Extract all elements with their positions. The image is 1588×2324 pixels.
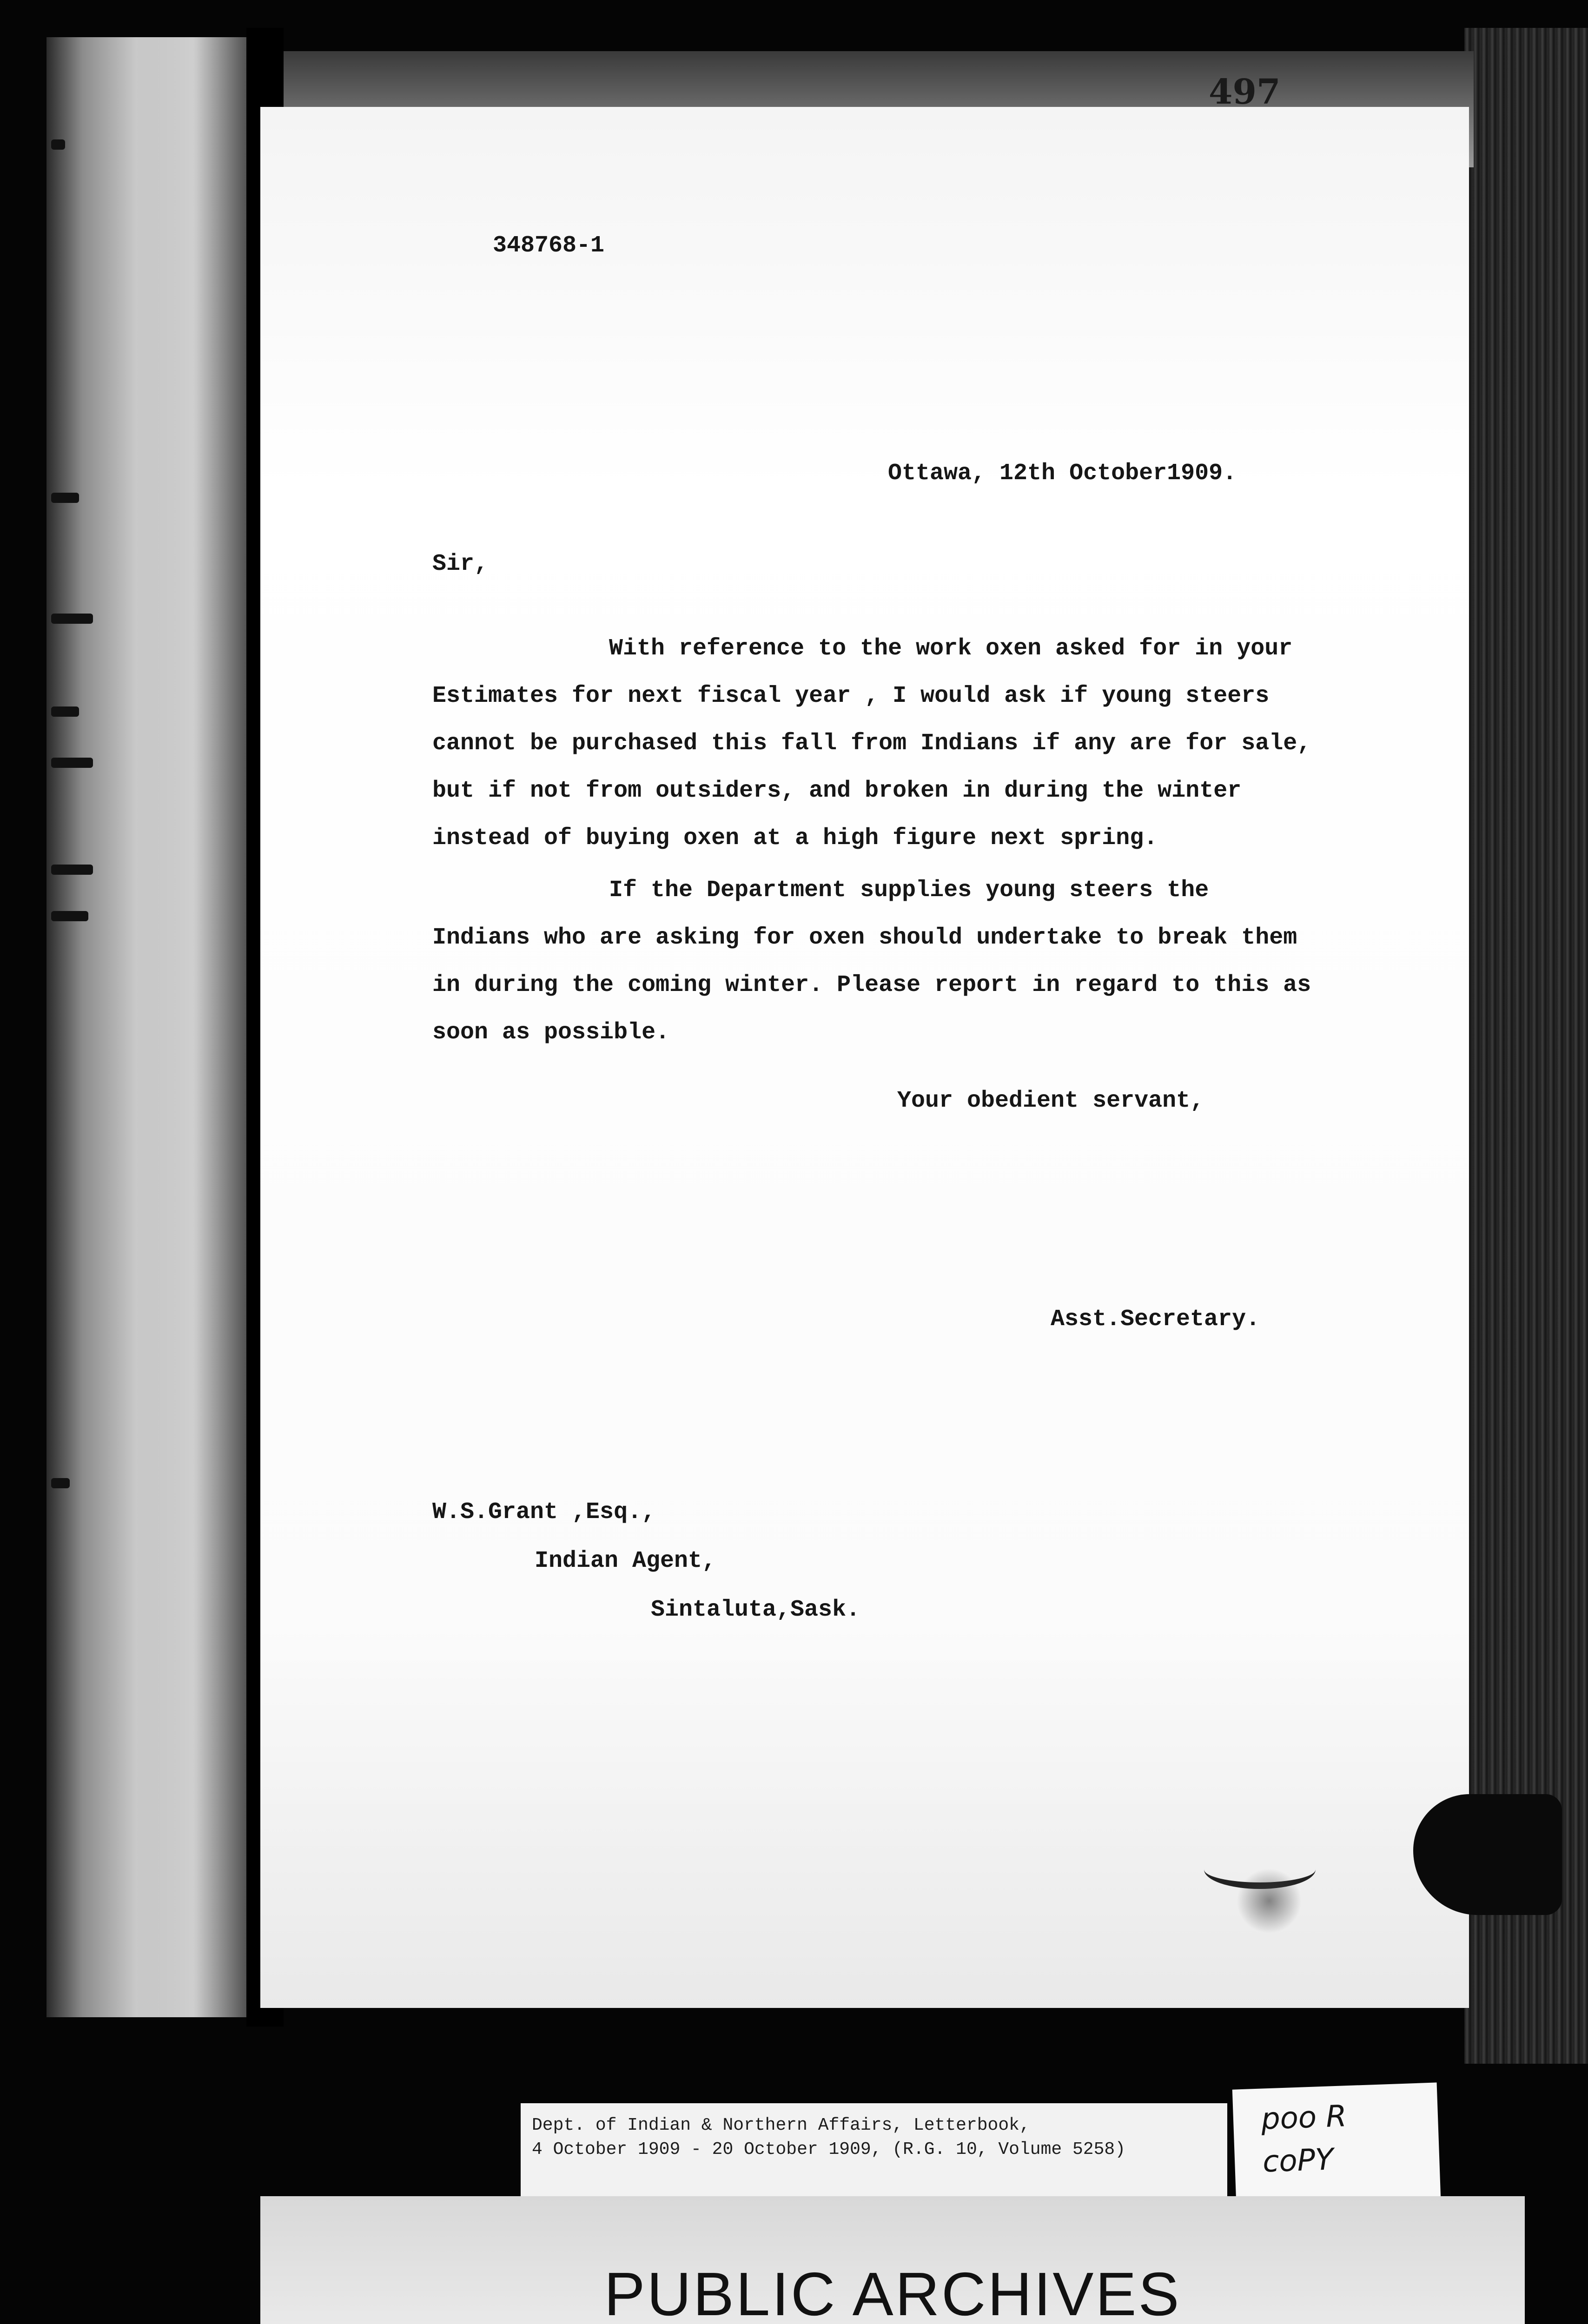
- ink-smudge: [1237, 1868, 1302, 1934]
- source-citation-label: [521, 2103, 1227, 2196]
- note-line-2: coPY: [1262, 2142, 1334, 2179]
- letter-page: [260, 107, 1469, 2008]
- letter-paragraph-2: If the Department supplies young steers the Indians who are asking for oxen should undertake to break them in during the coming winter. Please report in regard to this as soon as possible.: [432, 877, 1311, 1046]
- signature-title: Asst.Secretary.: [1051, 1306, 1260, 1333]
- thumb-holding-page: [1413, 1794, 1562, 1915]
- source-line-1: Dept. of Indian & Northern Affairs, Letterbook,: [532, 2115, 1030, 2135]
- archive-plate-line-1: PUBLIC ARCHIVES: [604, 2260, 1181, 2324]
- addressee-name: W.S.Grant ,Esq.,: [432, 1499, 656, 1525]
- book-edge-texture: [1464, 28, 1588, 2064]
- folio-number: 497: [1209, 72, 1281, 112]
- addressee-title: Indian Agent,: [535, 1548, 716, 1574]
- salutation: Sir,: [432, 551, 489, 577]
- adjacent-page-text-fragments: [46, 139, 102, 1534]
- closing-line: Your obedient servant,: [897, 1088, 1204, 1114]
- file-reference: 348768-1: [493, 232, 605, 259]
- letter-paragraph-1: With reference to the work oxen asked for in your Estimates for next fiscal year , I would ask if young steers cannot be purchased this fall from Indians if any are for sale, but if not from outsiders, and broken in during the winter instead of buying oxen at a high figure next spring.: [432, 635, 1311, 852]
- note-line-1: poo R: [1260, 2099, 1347, 2137]
- archive-plate: [260, 2196, 1525, 2324]
- source-line-2: 4 October 1909 - 20 October 1909, (R.G. 10, Volume 5258): [532, 2139, 1126, 2159]
- addressee-place: Sintaluta,Sask.: [651, 1597, 860, 1623]
- handwritten-poor-copy-note: [1232, 2082, 1441, 2205]
- page-fold-shadow: [139, 37, 246, 2017]
- date-line: Ottawa, 12th October1909.: [888, 460, 1237, 487]
